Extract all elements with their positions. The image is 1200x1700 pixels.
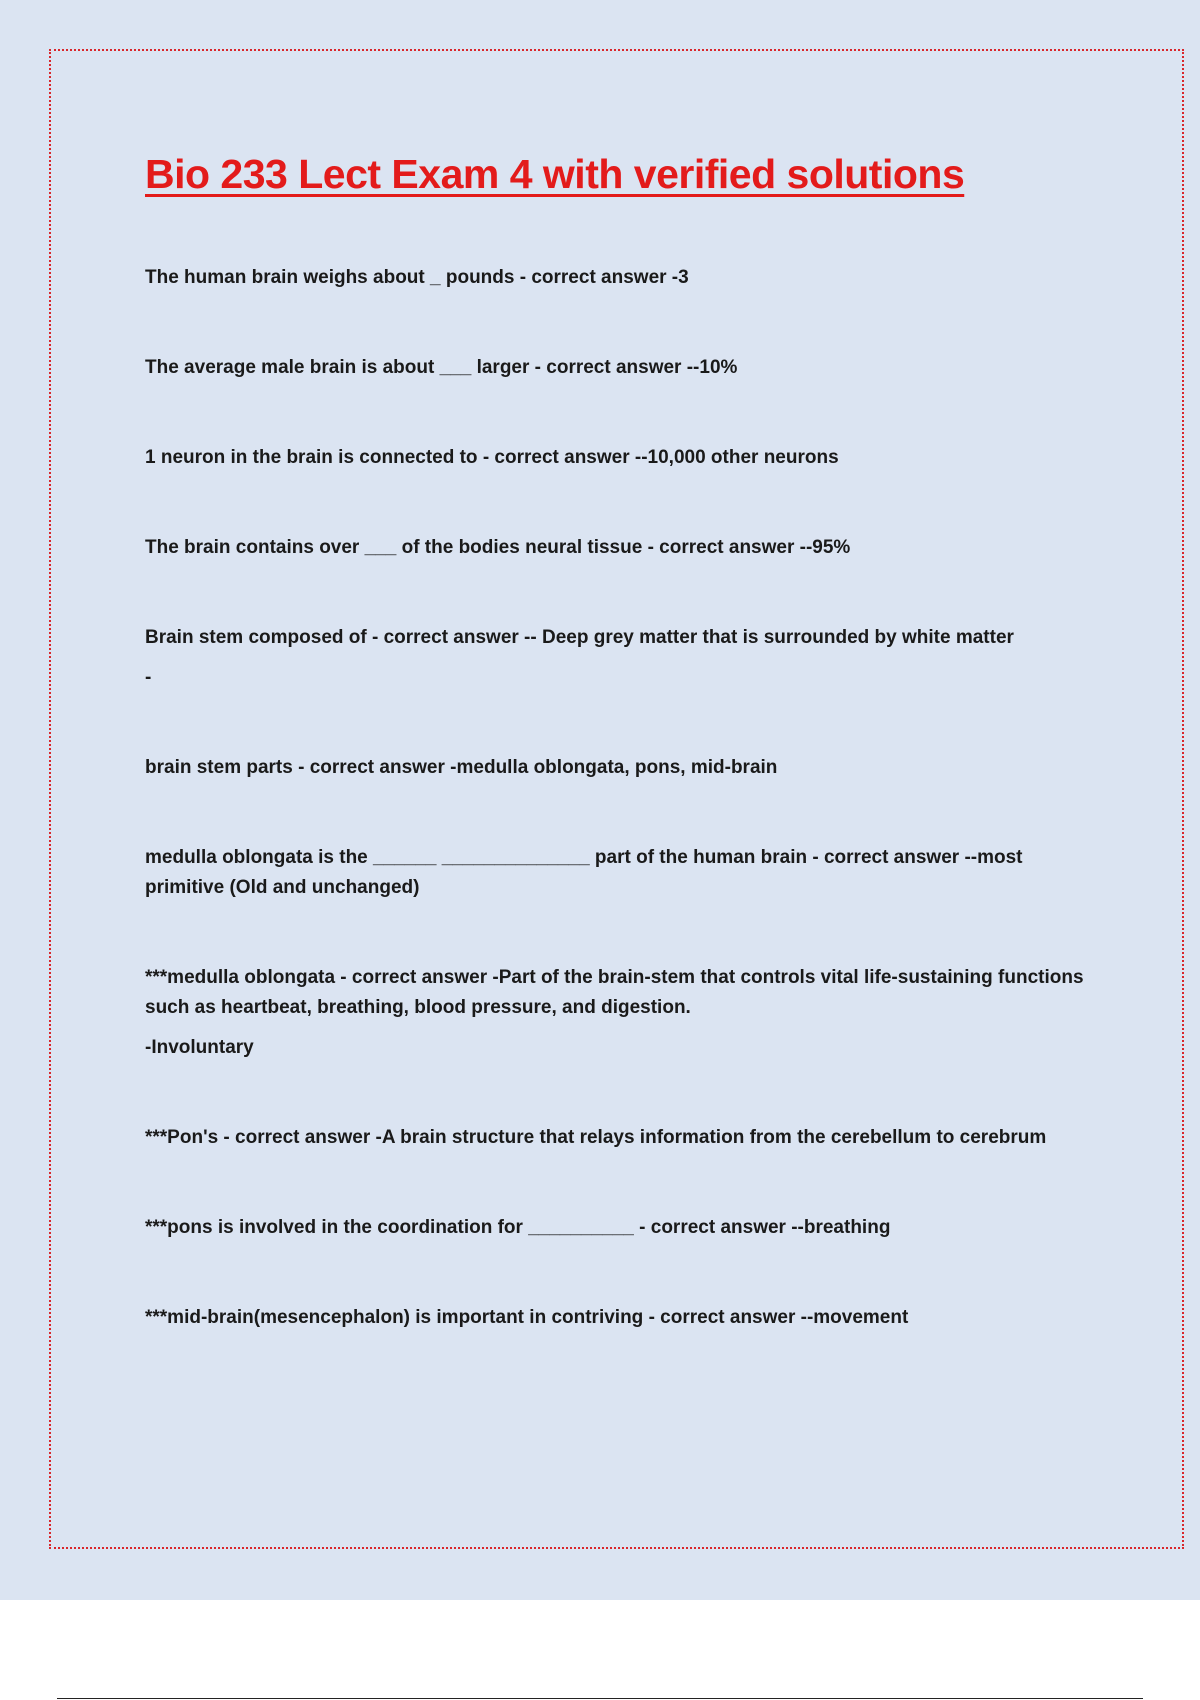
document-content xyxy=(145,145,1095,1393)
question-item xyxy=(145,623,1095,693)
question-text: ***mid-brain(mesencephalon) is important in contriving - correct answer --movement xyxy=(145,1307,909,1328)
footer-rule xyxy=(57,1698,1143,1699)
question-text: Brain stem composed of - correct answer -- Deep grey matter that is surrounded by white matter xyxy=(145,627,1014,648)
question-extra-line: - xyxy=(145,667,152,688)
question-text: The brain contains over ___ of the bodies neural tissue - correct answer --95% xyxy=(145,537,851,558)
question-item xyxy=(145,963,1095,1063)
question-item xyxy=(145,1303,1095,1333)
question-text: ***medulla oblongata - correct answer -Part of the brain-stem that controls vital life-sustaining functions such as heartbeat, breathing, blood pressure, and digestion. xyxy=(145,967,1084,1018)
question-text: ***pons is involved in the coordination for __________ - correct answer --breathing xyxy=(145,1217,891,1238)
question-text: The human brain weighs about _ pounds - correct answer -3 xyxy=(145,267,689,288)
question-text: ***Pon's - correct answer -A brain structure that relays information from the cerebellum to cerebrum xyxy=(145,1127,1047,1148)
question-text: 1 neuron in the brain is connected to - correct answer --10,000 other neurons xyxy=(145,447,839,468)
question-extra-line: -Involuntary xyxy=(145,1037,254,1058)
question-item xyxy=(145,1213,1095,1243)
question-text: brain stem parts - correct answer -medulla oblongata, pons, mid-brain xyxy=(145,757,778,778)
question-item xyxy=(145,1123,1095,1153)
question-item xyxy=(145,263,1095,293)
question-item xyxy=(145,843,1095,903)
question-text: medulla oblongata is the ______ ______________ part of the human brain - correct answer --most primitive (Old and unchanged) xyxy=(145,847,1023,898)
question-text: The average male brain is about ___ larger - correct answer --10% xyxy=(145,357,738,378)
question-item xyxy=(145,443,1095,473)
question-item xyxy=(145,753,1095,783)
question-item xyxy=(145,533,1095,563)
question-item xyxy=(145,353,1095,383)
document-title: Bio 233 Lect Exam 4 with verified solutions xyxy=(145,151,965,197)
question-list xyxy=(145,263,1095,1333)
